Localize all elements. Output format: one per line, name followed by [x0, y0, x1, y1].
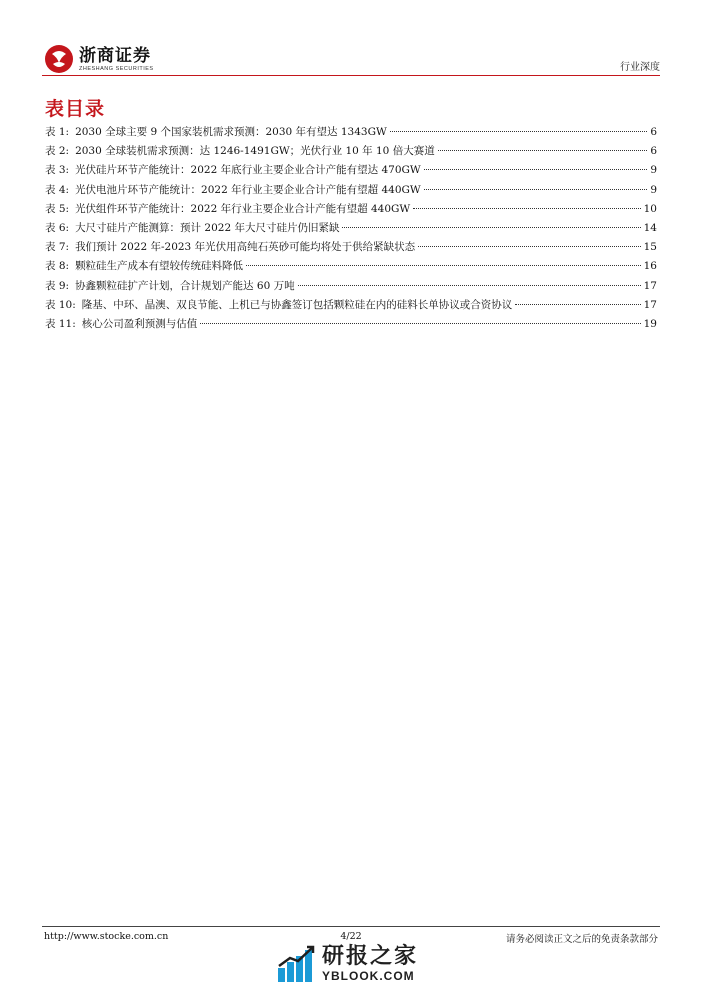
toc-entry[interactable]: [45, 297, 657, 316]
toc-leader-dots: [424, 169, 648, 170]
toc-entry-number: 表 10:: [45, 298, 76, 311]
toc-entry-title: 光伏电池片环节产能统计：2022 年行业主要企业合计产能有望超 440GW: [75, 183, 421, 196]
toc-entry-page: 9: [650, 183, 657, 196]
toc-entry-number: 表 8:: [45, 260, 70, 273]
toc-leader-dots: [390, 131, 648, 132]
toc-entry-title: 光伏组件环节产能统计：2022 年行业主要企业合计产能有望超 440GW: [75, 202, 411, 215]
toc-entry[interactable]: [45, 278, 657, 297]
toc-entry-title: 大尺寸硅片产能测算：预计 2022 年大尺寸硅片仍旧紧缺: [75, 221, 340, 234]
toc-entry-title: 2030 全球主要 9 个国家装机需求预测：2030 年有望达 1343GW: [75, 126, 387, 138]
toc-entry-number: 表 3:: [45, 164, 70, 177]
toc-entry[interactable]: [45, 124, 657, 143]
toc-entry[interactable]: [45, 162, 657, 181]
toc-entry-page: 19: [643, 317, 657, 330]
toc-entry[interactable]: [45, 201, 657, 220]
toc-entry[interactable]: [45, 220, 657, 239]
toc-entry-title: 协鑫颗粒硅扩产计划，合计规划产能达 60 万吨: [75, 279, 295, 292]
toc-entry-title: 2030 全球装机需求预测：达 1246-1491GW；光伏行业 10 年 10 倍大赛道: [75, 145, 435, 158]
toc-entry-title: 隆基、中环、晶澳、双良节能、上机已与协鑫签订包括颗粒硅在内的硅料长单协议或合资协议: [81, 298, 513, 311]
watermark-name-en: YBLOOK.COM: [322, 969, 415, 983]
bar-chart-logo-icon: [276, 944, 316, 984]
toc-leader-dots: [438, 150, 648, 151]
logo-name-cn: 浙商证券: [79, 45, 151, 66]
toc-entry-page: 17: [643, 298, 657, 311]
table-of-contents: [45, 124, 657, 335]
toc-entry-page: 10: [643, 202, 657, 215]
toc-leader-dots: [515, 304, 640, 305]
toc-entry-page: 16: [643, 260, 657, 273]
toc-entry-page: 17: [643, 279, 657, 292]
toc-leader-dots: [413, 208, 640, 209]
footer-website-link[interactable]: http://www.stocke.com.cn: [44, 931, 169, 942]
watermark: [276, 944, 418, 984]
logo-name-en: ZHESHANG SECURITIES: [79, 65, 154, 72]
disclaimer-note: 请务必阅读正文之后的免责条款部分: [505, 934, 658, 945]
toc-leader-dots: [298, 285, 641, 286]
company-logo: [44, 44, 154, 74]
watermark-name-cn: 研报之家: [322, 944, 419, 969]
toc-entry[interactable]: [45, 258, 657, 277]
toc-entry[interactable]: [45, 316, 657, 335]
toc-leader-dots: [200, 323, 640, 324]
toc-entry-page: 14: [643, 221, 657, 234]
toc-entry-number: 表 2:: [45, 145, 70, 158]
toc-leader-dots: [246, 265, 641, 266]
zheshang-logo-icon: [44, 44, 74, 74]
toc-entry-page: 6: [650, 145, 657, 158]
report-category-tag: 行业深度: [620, 62, 660, 73]
toc-entry-number: 表 4:: [45, 183, 70, 196]
header-divider: [42, 75, 660, 76]
toc-title: 表目录: [45, 98, 106, 120]
page-number: 4/22: [340, 931, 362, 942]
toc-entry-page: 9: [650, 164, 657, 177]
toc-entry-title: 光伏硅片环节产能统计：2022 年底行业主要企业合计产能有望达 470GW: [75, 164, 421, 177]
toc-entry-number: 表 11:: [45, 317, 76, 330]
toc-entry[interactable]: [45, 143, 657, 162]
toc-entry-title: 核心公司盈利预测与估值: [81, 317, 198, 330]
toc-entry-title: 颗粒硅生产成本有望较传统硅料降低: [75, 260, 244, 273]
toc-leader-dots: [418, 246, 641, 247]
toc-entry[interactable]: [45, 182, 657, 201]
toc-entry-title: 我们预计 2022 年-2023 年光伏用高纯石英砂可能均将处于供给紧缺状态: [75, 241, 416, 254]
toc-leader-dots: [424, 189, 648, 190]
toc-entry-number: 表 1:: [45, 126, 70, 138]
toc-entry-number: 表 7:: [45, 241, 70, 254]
toc-entry-number: 表 9:: [45, 279, 70, 292]
footer-divider: [42, 926, 660, 927]
toc-entry-number: 表 6:: [45, 221, 70, 234]
toc-leader-dots: [342, 227, 640, 228]
toc-entry-page: 6: [650, 126, 657, 138]
toc-entry[interactable]: [45, 239, 657, 258]
toc-entry-number: 表 5:: [45, 202, 70, 215]
toc-entry-page: 15: [643, 241, 657, 254]
